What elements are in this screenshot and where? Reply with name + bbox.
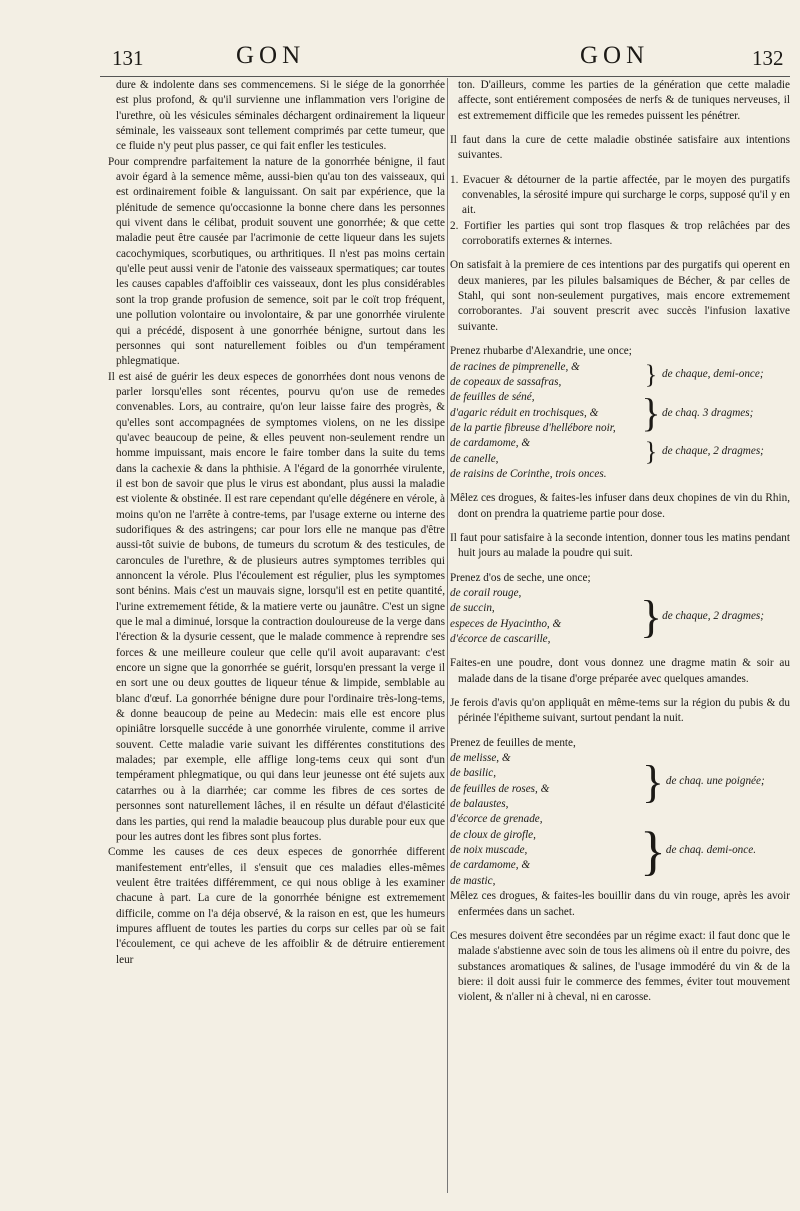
ingredient-group: [450, 812, 640, 889]
brace-icon: }: [640, 820, 666, 881]
quantity: de chaq. 3 dragmes;: [662, 406, 754, 419]
paragraph: Comme les causes de ces deux especes de gonorrhée different manifestement entr'elles, il s'ensuit que ces maladies elles-mêmes veulent être traitées différemment, ce qui nous oblige à les examiner chacune à part. La cure de la gonorrhée bénigne est extremement difficile, comme on l'a déja observé, & la raison en est, que les humeurs impures affluent de toutes les parties du corps sur celles par où se fait l'écoulement, ce qui acheve de les affoiblir & de détruire entierement leur: [108, 846, 445, 966]
ingredient: de cloux de girofle,: [450, 828, 536, 841]
left-page-number: 131: [112, 46, 144, 70]
ingredient: d'agaric réduit en trochisques, &: [450, 406, 599, 419]
ingredient: de copeaux de sassafras,: [450, 375, 562, 388]
quantity: de chaq. une poignée;: [665, 775, 765, 788]
paragraph: Ces mesures doivent être secondées par un régime exact: il faut donc que le malade s'abstienne avec soin de tous les alimens où il entre du poivre, des substances aromatiques & salines, de l'usage immodéré du vin & de la biere: il doit aussi fuir le commerce des femmes, éviter tout mouvement violent, & n'aller ni à cheval, ni en carosse.: [450, 929, 790, 1004]
paragraph: Je ferois d'avis qu'on appliquât en même-tems sur la région du pubis & du périnée l'épitheme suivant, surtout pendant la nuit.: [450, 697, 790, 725]
ingredient: de melisse, &: [450, 752, 511, 765]
paragraph: ton. D'ailleurs, comme les parties de la génération que cette maladie affecte, sont entiérement composées de nerfs & de tuniques nerveuses, il est extremement difficile que les remedes puissent les pénétrer.: [458, 79, 790, 122]
ingredient-group: [450, 390, 640, 436]
recipe-title: Prenez d'os de seche, une once;: [450, 571, 591, 584]
paragraph: Mêlez ces drogues, & faites-les infuser dans deux chopines de vin du Rhin, dont on prendra la quatrieme partie pour dose.: [450, 492, 790, 520]
right-column: [450, 78, 790, 1006]
paragraph: Il est aisé de guérir les deux especes de gonorrhées dont nous venons de parler lorsqu'elles sont récentes, pourvu qu'on use de remedes convenables. Lors, au contraire, qu'on leur laisse faire des progrès, & qu'elles sont accompagnées de symptomes violens, on ne les dissipe qu'avec beaucoup de peine, & elles peuvent non-seulement rendre un homme impuissant, mais encore le faire tomber dans la suite du tems dans la cachexie & dans la phthisie. A l'égard de la gonorrhée virulente, il est bon de savoir que plus le virus est abondant, plus aussi la maladie est violente & obstinée. Il est rare cependant qu'elle dégénere en vérole, à moins qu'on ne l'arrête à contre-tems, par l'usage externe ou interne des sudorifiques & des astringens; car pour lors elle ne manque pas d'être aussi-tôt suivie de bubons, de tumeurs du scrotum & des testicules, de caroncules de l'urethre, & de plusieurs autres symptomes terribles qui annoncent la vérole. Plus l'écoulement est régulier, plus les symptomes sont bénins. Mais c'est un mauvais signe, lorsqu'il est en petite quantité, l'urine extremement fétide, & la matiere verte ou jaunâtre. C'est un signe que le mal a diminué, lorsque la contraction douloureuse de la verge dans l'érection & la dysurie cessent, que le malade commence à reprendre ses forces & une meilleure couleur que celle qu'il avoit auparavant: c'est encore un signe que la gonorrhée se guérit, lorsqu'en pressant la verge il en sort une ou deux gouttes de liqueur ténue & limpide, semblable au blanc d'œuf. La gonorrhée bénigne dure pour l'ordinaire très-long-tems, & donne beaucoup de peine au Medecin: mais elle est encore plus opiniâtre lorsquelle succéde à une gonorrhée virulente, comme il arrive souvent. Cette maladie varie suivant les différentes constitutions des malades; par exemple, elle afflige long-tems ceux qui sont d'un tempérament phlegmatique, ou qui dans leur jeunesse ont été sujets aux catarrhes ou à la diarrhée; car comme les fibres de ces sortes de personnes sont naturellement lâches, il en résulte un défaut d'élasticité dans les parties, qui rend la maladie beaucoup plus durable pour eux que pour les autres dont les fibres sont plus fortes.: [108, 370, 445, 843]
ingredient: de mastic,: [450, 874, 496, 887]
ingredient: d'écorce de cascarille,: [450, 633, 551, 645]
paragraph: Pour comprendre parfaitement la nature de la gonorrhée bénigne, il faut avoir égard à la semence même, aussi-bien qu'au ton des vaisseaux, qui est ordinairement foible & languissant. On sait par expérience, que la plénitude de semence qu'occasionne la bonne chere dans les personnes qui vivent dans le célibat, produit souvent une gonorrhée; & que cette maladie peut être causée par l'acrimonie de cette liqueur dans les sujets cacochymiques, scorbutiques, ou arthritiques. Il n'est pas moins certain qu'elle peut aussi venir de l'atonie des vaisseaux spermatiques; car toutes les causes capables d'affoiblir ces vaisseaux, dont les plus considérables sont la trop grande profusion de semence, soit par le coït trop fréquent, une pollution volontaire ou involontaire, & par une gonorrhée virulente qui a précédé, disposent à une gonorrhée bénigne, surtout dans les personnes qui sont naturellement foibles ou d'un tempérament phlegmatique.: [108, 155, 445, 368]
paragraph: dure & indolente dans ses commencemens. Si le siége de la gonorrhée est plus profond, & qu'il survienne une inflammation vers l'origine de l'urethre, où les vésicules séminales déchargent ordinairement la liqueur séminale, les vaisseaux sont tellement comprimés par cette tumeur, que ce fluide n'y peut plus passer, ce qui fait enfler les testicules.: [116, 79, 445, 153]
ingredient: de feuilles de séné,: [450, 391, 535, 404]
recipe-table: [450, 751, 790, 889]
ingredient: de la partie fibreuse d'hellébore noir,: [450, 421, 616, 434]
ingredient-group: [450, 586, 640, 647]
quantity: de chaq. demi-once.: [665, 844, 757, 857]
paragraph: On satisfait à la premiere de ces intentions par des purgatifs qui operent en deux manieres, par les pilules balsamiques de Bécher, & par celles de Stahl, qui sont non-seulement purgatives, mais encore extremement corroborantes. J'ai souvent prescrit avec succès l'infusion laxative suivante.: [450, 259, 790, 333]
brace-icon: }: [644, 436, 658, 466]
ingredient: de raisins de Corinthe, trois onces.: [450, 467, 607, 480]
brace-icon: }: [640, 590, 663, 642]
ingredient-group: [450, 436, 640, 467]
ingredient: de basilic,: [450, 767, 496, 780]
ingredient-group: [450, 751, 640, 812]
paragraph: Il faut pour satisfaire à la seconde intention, donner tous les matins pendant huit jours au malade la poudre qui suit.: [450, 531, 790, 560]
recipe-title: Prenez de feuilles de mente,: [450, 736, 576, 749]
right-running-title: GON: [580, 42, 650, 69]
quantity: de chaque, 2 dragmes;: [662, 444, 764, 457]
ingredient: de succin,: [450, 602, 495, 615]
paragraph: Mêlez ces drogues, & faites-les bouillir dans du vin rouge, après les avoir enfermées dans un sachet.: [450, 890, 790, 918]
brace-icon: }: [644, 359, 658, 389]
paragraph: Il faut dans la cure de cette maladie obstinée satisfaire aux intentions suivantes.: [450, 134, 790, 162]
column-divider: [447, 78, 448, 1193]
ingredient: de racines de pimprenelle, &: [450, 360, 580, 373]
ingredient: de canelle,: [450, 452, 499, 465]
recipe-table: [450, 586, 790, 647]
brace-icon: }: [641, 390, 661, 436]
ingredient: de noix muscade,: [450, 844, 528, 857]
ingredient: de cardamome, &: [450, 437, 531, 450]
ingredient: d'écorce de grenade,: [450, 813, 543, 826]
header-rule: [100, 76, 790, 77]
brace-icon: }: [641, 755, 664, 807]
ingredient: de corail rouge,: [450, 586, 522, 599]
recipe-title: Prenez rhubarbe d'Alexandrie, une once;: [450, 345, 632, 358]
left-column: [108, 78, 445, 968]
recipe-table: [450, 360, 790, 483]
numbered-item: 1. Evacuer & détourner de la partie affectée, par le moyen des purgatifs convenables, la sérosité impure qui surcharge le corps, supposé qu'il y en ait.: [450, 173, 790, 217]
ingredient: de balaustes,: [450, 798, 509, 811]
right-page-number: 132: [752, 46, 784, 70]
ingredient: especes de Hyacintho, &: [450, 617, 562, 630]
quantity: de chaque, demi-once;: [662, 368, 764, 381]
ingredient: de feuilles de roses, &: [450, 782, 550, 795]
left-running-title: GON: [236, 42, 306, 69]
quantity: de chaque, 2 dragmes;: [662, 609, 764, 622]
ingredient-group: [450, 360, 640, 391]
paragraph: Faites-en une poudre, dont vous donnez une dragme matin & soir au malade dans de la tisane d'orge préparée avec quelques amandes.: [450, 657, 790, 685]
numbered-item: 2. Fortifier les parties qui sont trop flasques & trop relâchées par des corroboratifs externes & internes.: [450, 219, 790, 248]
ingredient: de cardamome, &: [450, 859, 531, 872]
